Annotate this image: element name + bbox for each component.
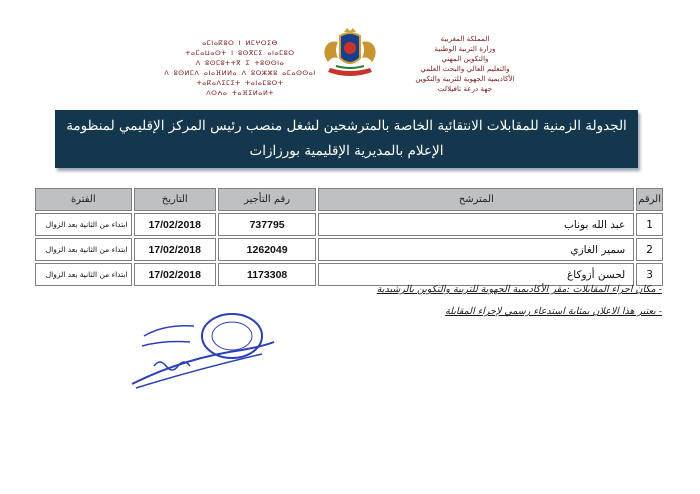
cell-registration: 737795 bbox=[218, 213, 316, 236]
header-registration: رقم التأجير bbox=[218, 188, 316, 211]
cell-period: ابتداء من الثانية بعد الزوال bbox=[35, 263, 132, 286]
cell-candidate: سمير الغازي bbox=[318, 238, 634, 261]
header-date: التاريخ bbox=[134, 188, 216, 211]
note-official-invitation: - يعتبر هذا الاعلان بمثابة استدعاء رسمي لإجراء المقابلة bbox=[445, 306, 662, 317]
header-tifinagh-line: ⵜⴰⴽⴰⴷⵉⵎⵉⵜ ⵜⴰⵏⴰⵎⵓⵔⵜ bbox=[196, 79, 284, 87]
table-header-row bbox=[35, 188, 663, 211]
cell-candidate: عبد الله بوناب bbox=[318, 213, 634, 236]
cell-num: 1 bbox=[636, 213, 663, 236]
header-arabic-line: والتكوين المهني bbox=[441, 54, 489, 63]
cell-period: ابتداء من الثانية بعد الزوال bbox=[35, 213, 132, 236]
table-row bbox=[35, 263, 663, 286]
header-arabic-line: وزارة التربية الوطنية bbox=[434, 44, 496, 53]
cell-period: ابتداء من الثانية بعد الزوال bbox=[35, 238, 132, 261]
cell-num: 3 bbox=[636, 263, 663, 286]
title-line-2: الإعلام بالمديرية الإقليمية بورزازات bbox=[249, 143, 444, 159]
header-tifinagh-line: ⴷ ⵓⵙⵎⵓⵜⵜⴳ ⵉ ⵜⵓⵙⵙⵏⴰ bbox=[195, 59, 285, 67]
header-arabic-line: المملكة المغربية bbox=[440, 34, 490, 43]
cell-registration: 1262049 bbox=[218, 238, 316, 261]
schedule-table bbox=[33, 186, 665, 288]
header-tifinagh-line: ⴷⵔⵄⴰ ⵜⴰⴼⵉⵍⴰⵍⵜ bbox=[206, 89, 274, 97]
cell-date: 17/02/2018 bbox=[134, 238, 216, 261]
header-tifinagh-line: ⴰⵎⵏⴰⴽⵓⵔ ⵏ ⵍⵎⵖⵔⵉⴱ bbox=[202, 39, 278, 47]
cell-date: 17/02/2018 bbox=[134, 263, 216, 286]
header-arabic-line: الأكاديمية الجهوية للتربية والتكوين bbox=[415, 74, 515, 83]
header-arabic bbox=[380, 34, 550, 94]
header-candidate: المترشح bbox=[318, 188, 634, 211]
cell-registration: 1173308 bbox=[218, 263, 316, 286]
official-stamp-icon bbox=[124, 306, 284, 396]
table-row bbox=[35, 213, 663, 236]
cell-candidate: لحسن أزوكاغ bbox=[318, 263, 634, 286]
header-arabic-line: والتعليم العالي والبحث العلمي bbox=[420, 64, 510, 73]
cell-num: 2 bbox=[636, 238, 663, 261]
header-tifinagh-line: ⴷ ⵓⵙⵍⵎⴷ ⴰⵏⴰⴼⵍⵍⴰ ⴷ ⵓⵔⵣⵣⵓ ⴰⵎⴰⵙⵙⴰⵏ bbox=[164, 69, 316, 77]
header-tifinagh bbox=[150, 38, 330, 98]
header-arabic-line: جهة درعة تافيلالت bbox=[437, 84, 493, 93]
header-num: الرقم bbox=[636, 188, 663, 211]
note-location: - مكان اجراء المقابلات :مقر الأكاديمية الجهوية للتربية والتكوين بالرشيدية bbox=[376, 284, 662, 295]
cell-date: 17/02/2018 bbox=[134, 213, 216, 236]
header-period: الفترة bbox=[35, 188, 132, 211]
title-line-1: الجدولة الزمنية للمقابلات الانتقائية الخاصة بالمترشحين لشغل منصب رئيس المركز الإقليمي لمنظومة bbox=[66, 118, 627, 134]
table-row bbox=[35, 238, 663, 261]
header-tifinagh-line: ⵜⴰⵎⴰⵡⴰⵙⵜ ⵏ ⵓⵙⴳⵎⵉ ⴰⵏⴰⵎⵓⵔ bbox=[185, 49, 295, 57]
document-title bbox=[55, 110, 638, 168]
